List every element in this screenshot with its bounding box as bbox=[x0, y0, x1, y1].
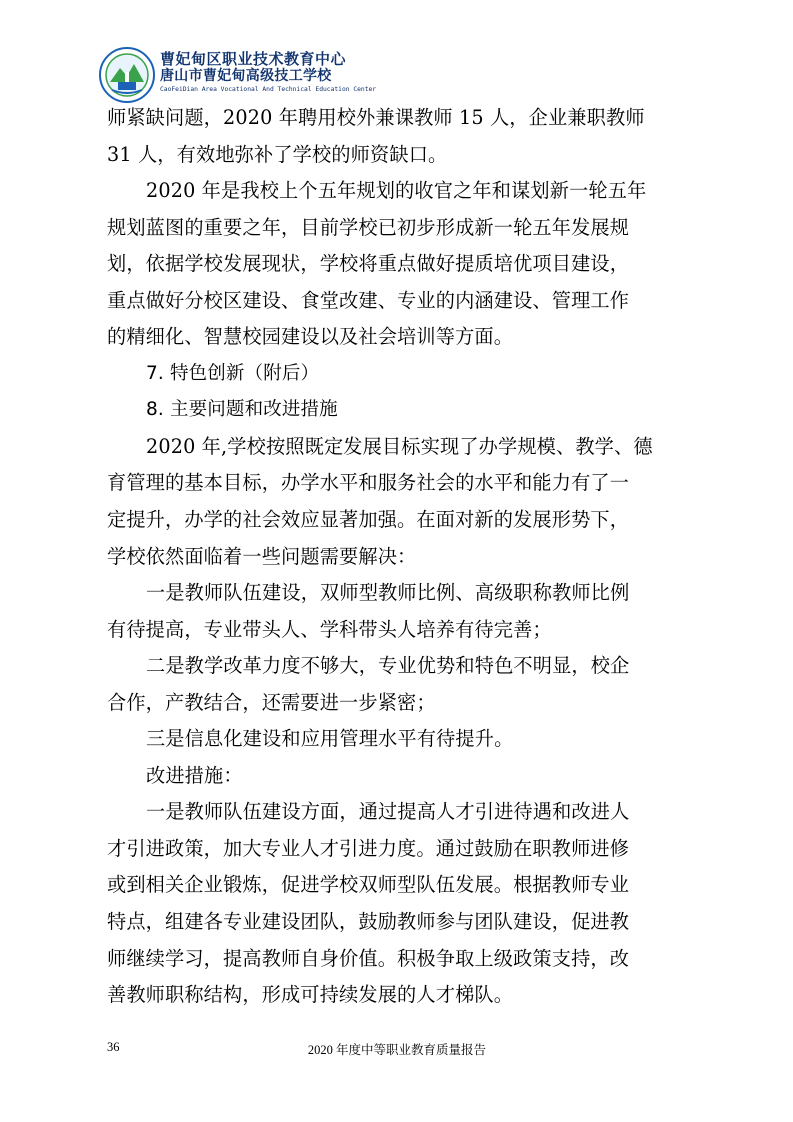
body-line: 的精细化、智慧校园建设以及社会培训等方面。 bbox=[107, 325, 514, 349]
body-line: 才引进政策，加大专业人才引进力度。通过鼓励在职教师进修 bbox=[107, 836, 630, 860]
school-name-primary: 曹妃甸区职业技术教育中心 bbox=[160, 50, 347, 68]
section-heading: 7. 特色创新（附后） bbox=[146, 362, 320, 384]
body-line: 合作，产教结合，还需要进一步紧密； bbox=[107, 690, 436, 714]
body-line: 育管理的基本目标，办学水平和服务社会的水平和能力有了一 bbox=[107, 471, 630, 495]
paragraph-start: 一是教师队伍建设方面，通过提高人才引进待遇和改进人 bbox=[146, 800, 630, 824]
page-number: 36 bbox=[107, 1040, 120, 1054]
paragraph-start: 2020 年,学校按照既定发展目标实现了办学规模、教学、德 bbox=[146, 434, 653, 458]
body-line: 善教师职称结构，形成可持续发展的人才梯队。 bbox=[107, 983, 514, 1007]
footer-title: 2020 年度中等职业教育质量报告 bbox=[307, 1043, 487, 1057]
body-line: 重点做好分校区建设、食堂改建、专业的内涵建设、管理工作 bbox=[107, 288, 630, 312]
body-line: 划，依据学校发展现状，学校将重点做好提质培优项目建设， bbox=[107, 252, 630, 276]
school-name-secondary: 唐山市曹妃甸高级技工学校 bbox=[160, 68, 332, 84]
page-footer bbox=[107, 1040, 687, 1060]
body-line: 特点，组建各专业建设团队，鼓励教师参与团队建设，促进教 bbox=[107, 910, 630, 934]
paragraph-start: 二是教学改革力度不够大，专业优势和特色不明显，校企 bbox=[146, 654, 630, 678]
body-line: 师继续学习，提高教师自身价值。积极争取上级政策支持，改 bbox=[107, 946, 630, 970]
paragraph-start: 改进措施： bbox=[146, 763, 243, 787]
section-heading: 8. 主要问题和改进措施 bbox=[146, 399, 338, 421]
body-line: 或到相关企业锻炼，促进学校双师型队伍发展。根据教师专业 bbox=[107, 873, 630, 897]
body-line: 定提升，办学的社会效应显著加强。在面对新的发展形势下， bbox=[107, 508, 630, 532]
body-line: 规划蓝图的重要之年，目前学校已初步形成新一轮五年发展规 bbox=[107, 215, 630, 239]
body-line: 31 人，有效地弥补了学校的师资缺口。 bbox=[107, 142, 448, 166]
body-line: 师紧缺问题，2020 年聘用校外兼课教师 15 人，企业兼职教师 bbox=[107, 106, 645, 129]
school-name-english: CaoFeiDian Area Vocational And Technical Education Center bbox=[160, 86, 377, 93]
school-logo-icon bbox=[98, 46, 156, 104]
document-body bbox=[107, 100, 687, 1014]
paragraph-start: 2020 年是我校上个五年规划的收官之年和谋划新一轮五年 bbox=[146, 179, 647, 203]
body-line: 学校依然面临着一些问题需要解决： bbox=[107, 544, 417, 568]
body-line: 有待提高，专业带头人、学科带头人培养有待完善； bbox=[107, 617, 552, 641]
paragraph-start: 三是信息化建设和应用管理水平有待提升。 bbox=[146, 727, 514, 751]
paragraph-start: 一是教师队伍建设，双师型教师比例、高级职称教师比例 bbox=[146, 581, 630, 605]
page-header bbox=[98, 44, 418, 102]
